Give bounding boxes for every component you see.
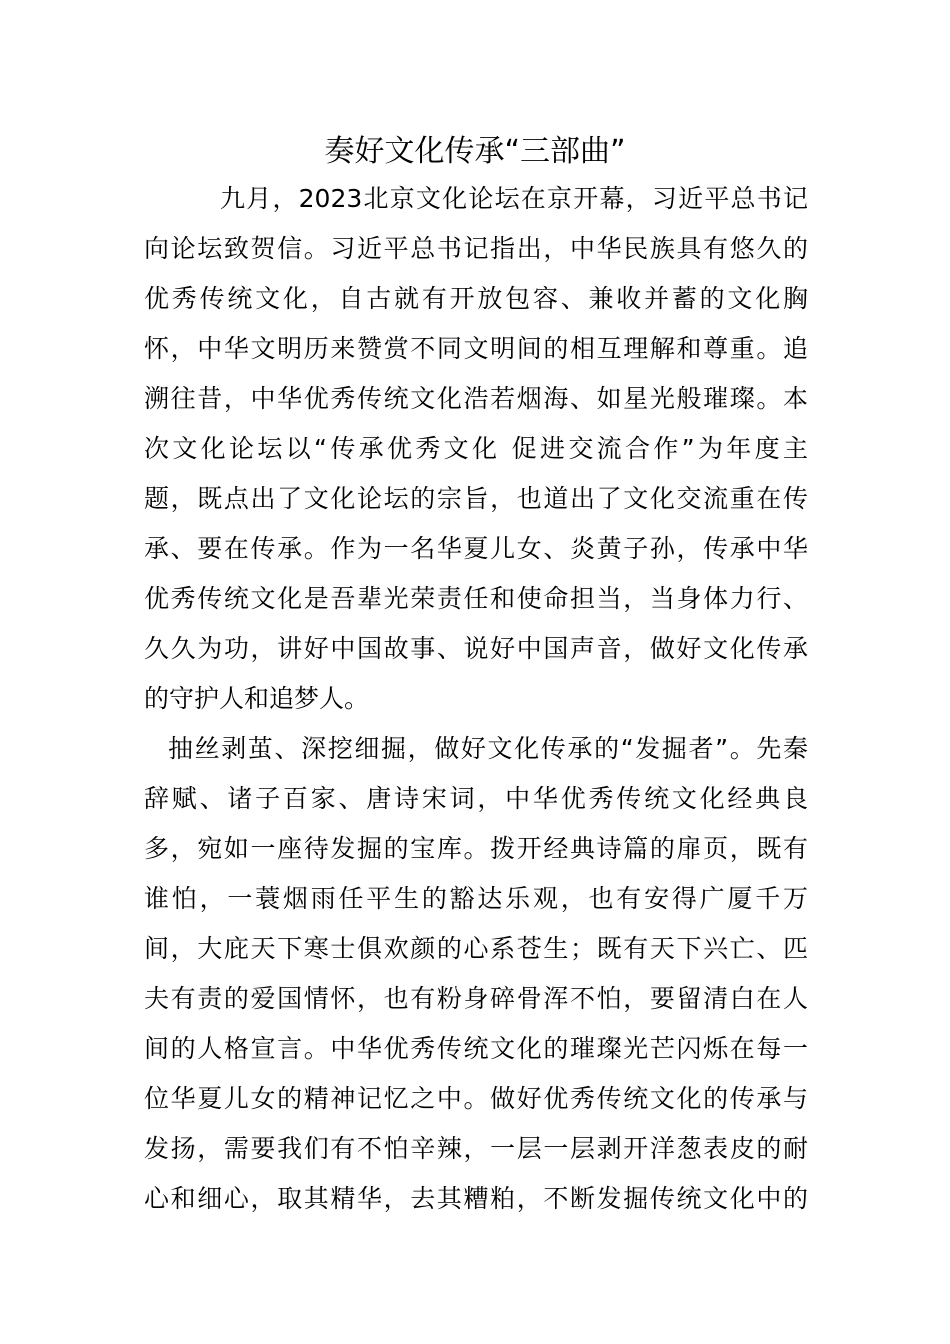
paragraph-2-line-4: 谁怕，一蓑烟雨任平生的豁达乐观，也有安得广厦千万 [144, 884, 808, 913]
paragraph-1-line-1: 九月，2023北京文化论坛在京开幕，习近平总书记 [220, 184, 808, 213]
paragraph-2-line-9: 发扬，需要我们有不怕辛辣，一层一层剥开洋葱表皮的耐 [144, 1134, 808, 1163]
paragraph-2-line-1: 抽丝剥茧、深挖细掘，做好文化传承的“发掘者”。先秦 [168, 734, 808, 763]
paragraph-1-line-8: 承、要在传承。作为一名华夏儿女、炎黄子孙，传承中华 [144, 534, 808, 563]
paragraph-2-line-8: 位华夏儿女的精神记忆之中。做好优秀传统文化的传承与 [144, 1084, 808, 1113]
paragraph-1-line-2: 向论坛致贺信。习近平总书记指出，中华民族具有悠久的 [144, 234, 808, 263]
paragraph-2-line-6: 夫有责的爱国情怀，也有粉身碎骨浑不怕，要留清白在人 [144, 984, 808, 1013]
document-title: 奏好文化传承“三部曲” [324, 134, 626, 169]
paragraph-1-line-10: 久久为功，讲好中国故事、说好中国声音，做好文化传承 [144, 634, 808, 663]
paragraph-1-line-11: 的守护人和追梦人。 [144, 684, 370, 713]
paragraph-2-line-2: 辞赋、诸子百家、唐诗宋词，中华优秀传统文化经典良 [144, 784, 808, 813]
paragraph-1-line-5: 溯往昔，中华优秀传统文化浩若烟海、如星光般璀璨。本 [144, 384, 808, 413]
paragraph-1-line-3: 优秀传统文化，自古就有开放包容、兼收并蓄的文化胸 [144, 284, 808, 313]
paragraph-1-line-6: 次文化论坛以“传承优秀文化 促进交流合作”为年度主 [144, 434, 808, 463]
paragraph-2-line-5: 间，大庇天下寒士俱欢颜的心系苍生；既有天下兴亡、匹 [144, 934, 808, 963]
paragraph-1-line-9: 优秀传统文化是吾辈光荣责任和使命担当，当身体力行、 [144, 584, 808, 613]
paragraph-2-line-3: 多，宛如一座待发掘的宝库。拨开经典诗篇的扉页，既有 [144, 834, 808, 863]
paragraph-1-line-4: 怀，中华文明历来赞赏不同文明间的相互理解和尊重。追 [144, 334, 808, 363]
paragraph-1-line-7: 题，既点出了文化论坛的宗旨，也道出了文化交流重在传 [144, 484, 808, 513]
paragraph-2-line-10: 心和细心，取其精华，去其糟粕，不断发掘传统文化中的 [144, 1184, 808, 1213]
paragraph-2-line-7: 间的人格宣言。中华优秀传统文化的璀璨光芒闪烁在每一 [144, 1034, 808, 1063]
